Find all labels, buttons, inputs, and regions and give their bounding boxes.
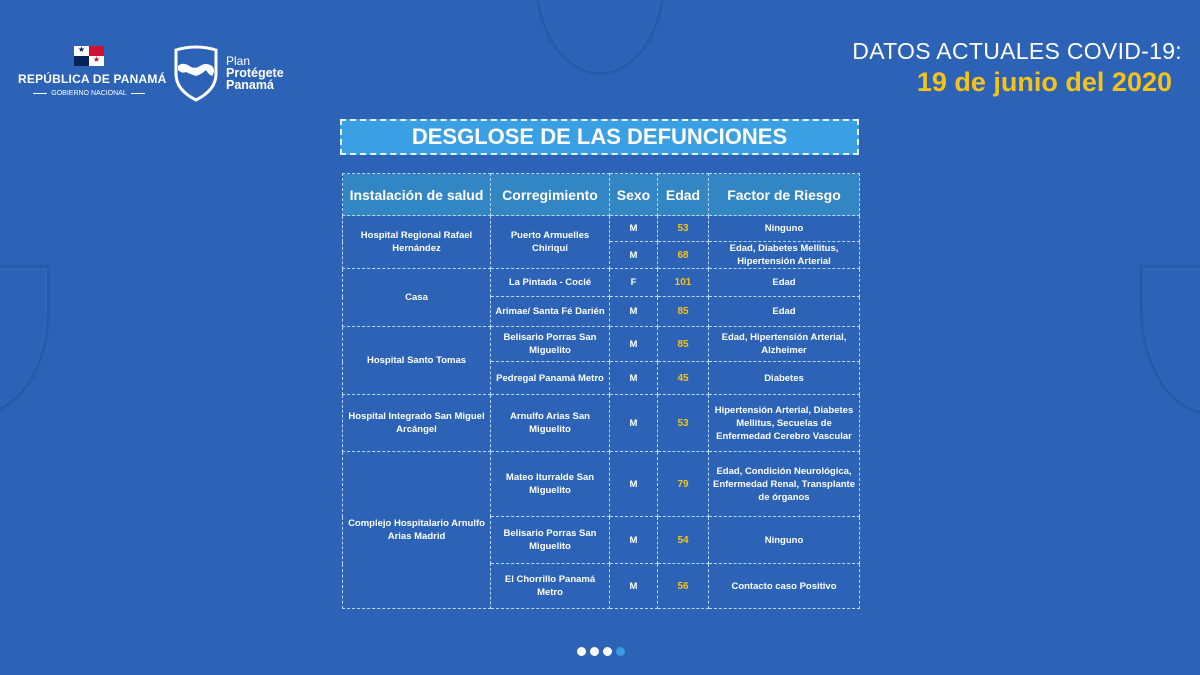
sex-cell: M bbox=[610, 564, 658, 609]
table-row bbox=[343, 395, 860, 452]
risk-factor-cell: Edad bbox=[709, 297, 860, 327]
facility-cell: Complejo Hospitalario Arnulfo Arias Madrid bbox=[343, 452, 491, 609]
shield-panama-map-icon bbox=[172, 44, 220, 102]
facility-cell: Casa bbox=[343, 269, 491, 327]
sex-cell: M bbox=[610, 517, 658, 564]
sex-cell: M bbox=[610, 327, 658, 362]
corregimiento-cell: Arnulfo Arias San Miguelito bbox=[491, 395, 610, 452]
header-risk-factor: Factor de Riesgo bbox=[709, 174, 860, 216]
sex-cell: M bbox=[610, 216, 658, 242]
pagination-dot-2[interactable] bbox=[590, 647, 599, 656]
table-row bbox=[343, 269, 860, 297]
sex-cell: M bbox=[610, 395, 658, 452]
table-row bbox=[343, 216, 860, 242]
age-cell: 45 bbox=[658, 362, 709, 395]
background-shield-decoration bbox=[535, 0, 665, 75]
section-title: DESGLOSE DE LAS DEFUNCIONES bbox=[340, 119, 859, 155]
age-cell: 101 bbox=[658, 269, 709, 297]
corregimiento-cell: Belisario Porras San Miguelito bbox=[491, 517, 610, 564]
date-block bbox=[852, 38, 1182, 98]
sex-cell: M bbox=[610, 297, 658, 327]
age-cell: 56 bbox=[658, 564, 709, 609]
age-cell: 53 bbox=[658, 395, 709, 452]
age-cell: 85 bbox=[658, 327, 709, 362]
table-row bbox=[343, 327, 860, 362]
risk-factor-cell: Edad, Hipertensión Arterial, Alzheimer bbox=[709, 327, 860, 362]
age-cell: 85 bbox=[658, 297, 709, 327]
risk-factor-cell: Edad bbox=[709, 269, 860, 297]
slide-pagination bbox=[577, 647, 625, 656]
table-header-row bbox=[343, 174, 860, 216]
sex-cell: M bbox=[610, 362, 658, 395]
header-corregimiento: Corregimiento bbox=[491, 174, 610, 216]
risk-factor-cell: Edad, Diabetes Mellitus, Hipertensión Arterial bbox=[709, 242, 860, 269]
background-shield-decoration bbox=[0, 265, 50, 415]
sex-cell: M bbox=[610, 452, 658, 517]
corregimiento-cell: Puerto Armuelles Chiriquí bbox=[491, 216, 610, 269]
header-sex: Sexo bbox=[610, 174, 658, 216]
panama-flag-icon: ★ ★ bbox=[74, 46, 104, 66]
corregimiento-cell: Mateo Iturralde San Miguelito bbox=[491, 452, 610, 517]
table-row bbox=[343, 452, 860, 517]
data-title: DATOS ACTUALES COVID-19: bbox=[852, 38, 1182, 64]
risk-factor-cell: Contacto caso Positivo bbox=[709, 564, 860, 609]
government-title: REPÚBLICA DE PANAMÁ bbox=[18, 72, 167, 86]
header-facility: Instalación de salud bbox=[343, 174, 491, 216]
sex-cell: F bbox=[610, 269, 658, 297]
corregimiento-cell: Pedregal Panamá Metro bbox=[491, 362, 610, 395]
facility-cell: Hospital Integrado San Miguel Arcángel bbox=[343, 395, 491, 452]
pagination-dot-4-active[interactable] bbox=[616, 647, 625, 656]
deaths-table bbox=[342, 173, 859, 609]
corregimiento-cell: Arimae/ Santa Fé Darién bbox=[491, 297, 610, 327]
plan-protegete-logo: Plan Protégete Panamá bbox=[172, 44, 284, 102]
age-cell: 79 bbox=[658, 452, 709, 517]
corregimiento-cell: El Chorrillo Panamá Metro bbox=[491, 564, 610, 609]
risk-factor-cell: Hipertensión Arterial, Diabetes Mellitus, Secuelas de Enfermedad Cerebro Vascular bbox=[709, 395, 860, 452]
pagination-dot-3[interactable] bbox=[603, 647, 612, 656]
risk-factor-cell: Ninguno bbox=[709, 216, 860, 242]
sex-cell: M bbox=[610, 242, 658, 269]
age-cell: 54 bbox=[658, 517, 709, 564]
government-subtitle: GOBIERNO NACIONAL bbox=[18, 90, 160, 97]
header-age: Edad bbox=[658, 174, 709, 216]
risk-factor-cell: Edad, Condición Neurológica, Enfermedad Renal, Transplante de órganos bbox=[709, 452, 860, 517]
pagination-dot-1[interactable] bbox=[577, 647, 586, 656]
background-shield-decoration bbox=[1140, 265, 1200, 415]
age-cell: 68 bbox=[658, 242, 709, 269]
facility-cell: Hospital Santo Tomas bbox=[343, 327, 491, 395]
government-logo bbox=[18, 45, 167, 97]
age-cell: 53 bbox=[658, 216, 709, 242]
risk-factor-cell: Ninguno bbox=[709, 517, 860, 564]
corregimiento-cell: Belisario Porras San Miguelito bbox=[491, 327, 610, 362]
facility-cell: Hospital Regional Rafael Hernández bbox=[343, 216, 491, 269]
data-date: 19 de junio del 2020 bbox=[916, 67, 1172, 97]
risk-factor-cell: Diabetes bbox=[709, 362, 860, 395]
corregimiento-cell: La Pintada - Coclé bbox=[491, 269, 610, 297]
